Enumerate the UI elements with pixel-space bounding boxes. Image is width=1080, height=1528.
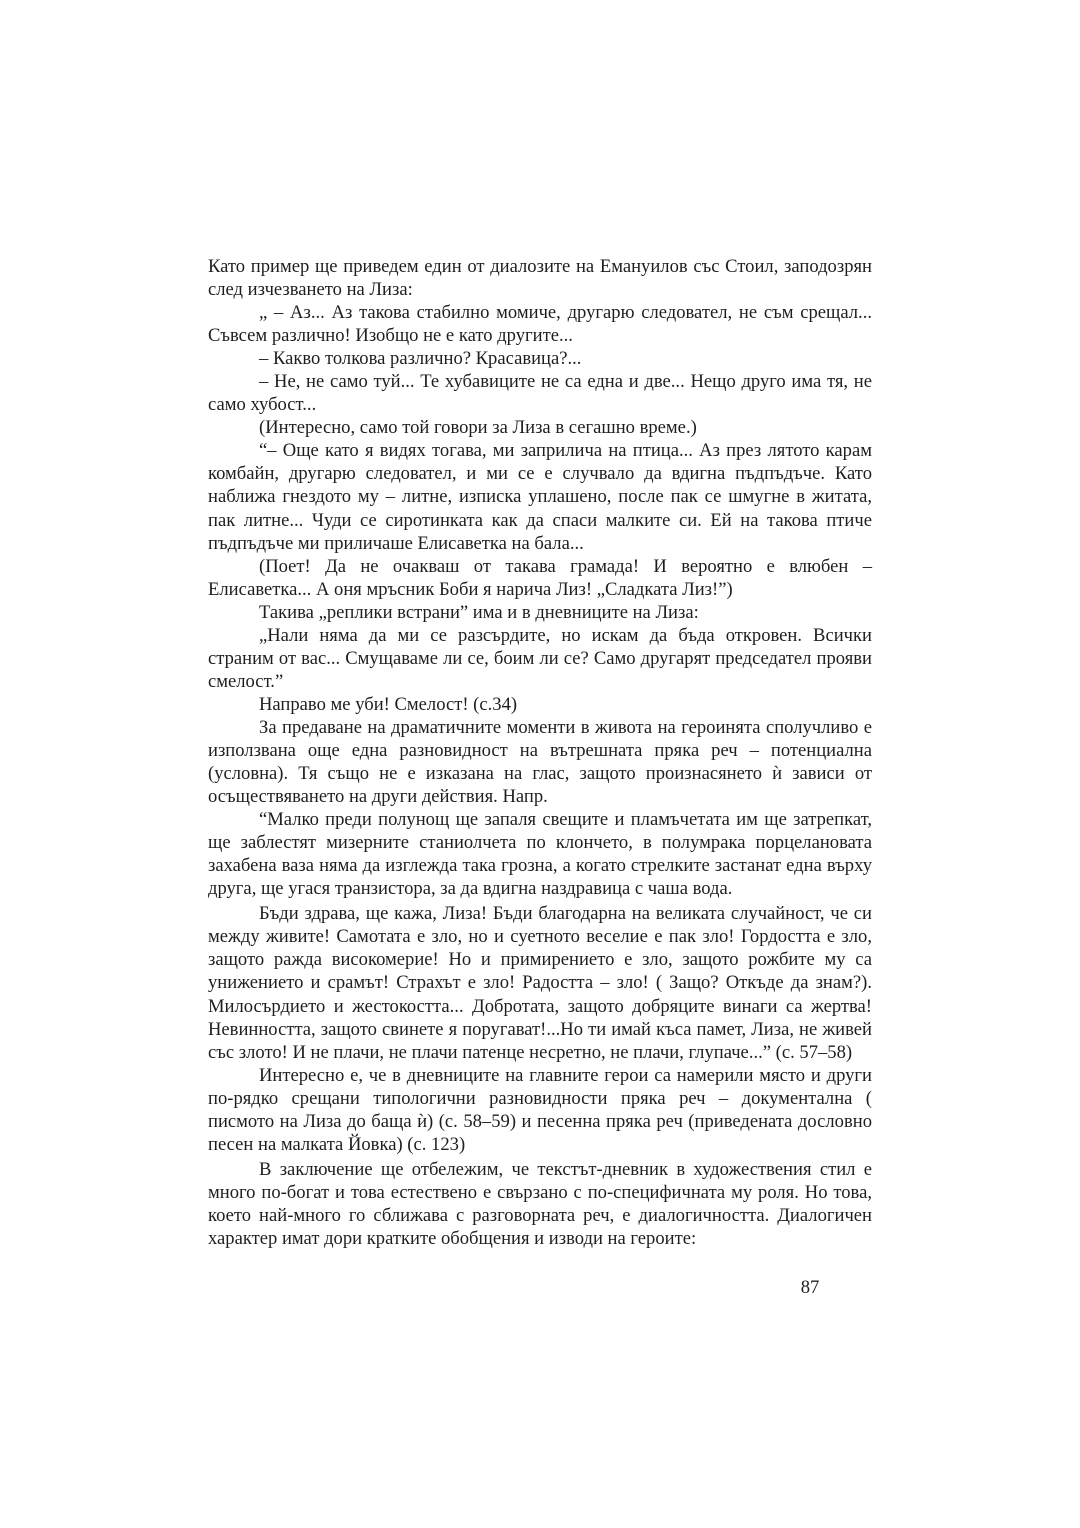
paragraph-intro: Като пример ще приведем един от диалозите на Емануилов със Стоил, заподозрян след изчезването на Лиза: bbox=[208, 256, 872, 301]
paragraph-diary-quote: „Нали няма да ми се разсърдите, но искам да бъда откровен. Всички страним от вас... Смущаваме ли се, боим ли се? Само другарят председател прояви смелост.” bbox=[208, 624, 872, 692]
paragraph-diary-reaction: Направо ме уби! Смелост! (с.34) bbox=[259, 693, 518, 715]
body-text bbox=[208, 255, 872, 1250]
paragraph-aside-1: (Интересно, само той говори за Лиза в сегашно време.) bbox=[259, 417, 697, 439]
paragraph-quote-midnight: “Малко преди полунощ ще запаля свещите и пламъчетата им ще затрепкат, ще заблестят мизерните станиолчета по клончето, в полумрака порцелановата захабена ваза няма да изглежда така грозна, а когато стрелките застанат една върху друга, ще угася транзистора, за да вдигна наздравица с чаша вода. bbox=[208, 809, 872, 900]
paragraph-types: Интересно е, че в дневниците на главните герои са намерили място и други по-рядко срещани типологични разновидности пряка реч – документална ( писмото на Лиза до баща ѝ) (с. 58–59) и песенна пряка реч (приведената дословно песен на малката Йовка) (с. 123) bbox=[208, 1064, 872, 1155]
paragraph-quote-3: – Не, не само туй... Те хубавиците не са една и две... Нещо друго има тя, не само хубост... bbox=[208, 371, 872, 416]
paragraph-quote-4: “– Още като я видях тогава, ми заприлича на птица... Аз през лятото карам комбайн, другарю следовател, и ми се е случвало да вдигна пъдпъдъче. Като наближа гнездото му – литне, изписка уплашено, после пак се шмугне в житата, пак литне... Чуди се сиротинката как да спаси малките си. Ей на такова птиче пъдпъдъче ми приличаше Елисаветка на бала... bbox=[208, 440, 872, 554]
paragraph-quote-2: – Какво толкова различно? Красавица?... bbox=[259, 348, 582, 370]
paragraph-aside-2: (Поет! Да не очакваш от такава грамада! И вероятно е влюбен – Елисаветка... А оня мръсник Боби я нарича Лиз! „Сладката Лиз!”) bbox=[208, 555, 872, 600]
paragraph-quote-1: „ – Аз... Аз такова стабилно момиче, другарю следовател, не съм срещал... Съвсем различно! Изобщо не е като другите... bbox=[208, 302, 872, 347]
paragraph-quote-toast: Бъди здрава, ще кажа, Лиза! Бъди благодарна на великата случайност, че си между живите! Самотата е зло, но и суетното веселие е пак зло! Гордостта е зло, защото ражда високомерие! Но и примирението е зло, защото рожбите му са унижението и срамът! Страхът е зло! Радостта – зло! ( Защо? Откъде да знам?). Милосърдието и жестокостта... Добротата, защото добряците винаги са жертва! Невинността, защото свинете я поругават!...Но ти имай къса памет, Лиза, не живей със злото! И не плачи, не плачи патенце несретно, не плачи, глупаче...” (с. 57–58) bbox=[208, 903, 872, 1063]
paragraph-conclusion: В заключение ще отбележим, че текстът-дневник в художествения стил е много по-богат и това естествено е свързано с по-специфичната му роля. Но това, което най-много го сближава с разговорната реч, е диалогичността. Диалогичен характер имат дори кратките обобщения и изводи на героите: bbox=[208, 1158, 872, 1249]
page-number: 87 bbox=[800, 1277, 820, 1298]
paragraph-remarks-intro: Такива „реплики встрани” има и в дневниците на Лиза: bbox=[259, 601, 699, 623]
paragraph-potential-speech: За предаване на драматичните моменти в живота на героинята сполучливо е използвана още една разновидност на вътрешната пряка реч – потенциална (условна). Тя също не е изказана на глас, защото произнасянето ѝ зависи от осъществяването на други действия. Напр. bbox=[208, 716, 872, 808]
